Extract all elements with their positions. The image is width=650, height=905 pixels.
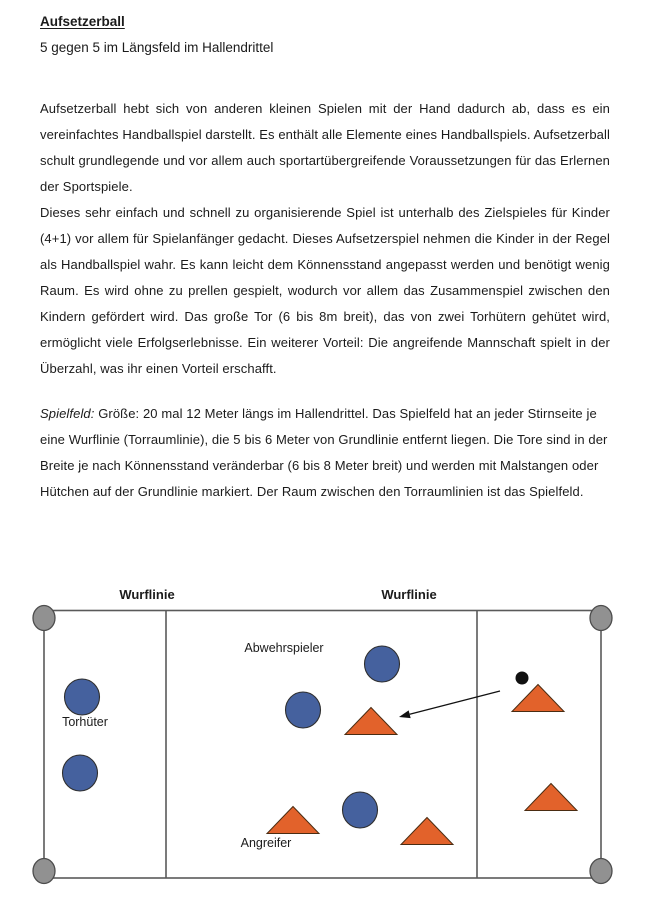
pass-arrow-head: [399, 710, 411, 718]
paragraph-spielfeld: [40, 401, 610, 505]
diagram-label-abwehrspieler: Abwehrspieler: [244, 641, 324, 655]
defender-circle: [365, 646, 400, 682]
corner-marker: [590, 606, 612, 631]
attacker-triangle: [525, 784, 577, 811]
attacker-triangle: [345, 708, 397, 735]
page-title: Aufsetzerball: [40, 14, 125, 29]
corner-marker: [33, 859, 55, 884]
diagram-label-torhueter: Torhüter: [62, 715, 108, 729]
spielfeld-text: Größe: 20 mal 12 Meter längs im Hallendrittel. Das Spielfeld hat an jeder Stirnseite je eine Wurflinie (Torraumlinie), die 5 bis 6 Meter von Grundlinie entfernt liegen. Die Tore sind in der Breite je nach Könnensstand veränderbar (6 bis 8 Meter breit) und werden mit Malstangen oder Hütchen auf der Grundlinie markiert. Der Raum zwischen den Torraumlinien ist das Spielfeld.: [40, 406, 608, 499]
paragraph-intro: Aufsetzerball hebt sich von anderen kleinen Spielen mit der Hand dadurch ab, dass es ein vereinfachtes Handballspiel darstellt. Es enthält alle Elemente eines Handballspiels. Aufsetzerball schult grundlegende und vor allem auch sportartübergreifende Voraussetzungen für das Erlernen der Sportspiele.: [40, 101, 610, 194]
spielfeld-diagram-container: [0, 578, 650, 900]
attacker-triangle: [401, 818, 453, 845]
spielfeld-label: Spielfeld:: [40, 406, 95, 421]
text-block: [40, 9, 610, 505]
diagram-label-wurflinie-left: Wurflinie: [119, 587, 175, 602]
corner-marker: [33, 606, 55, 631]
attacker-triangle: [267, 807, 319, 834]
paragraph-description: Dieses sehr einfach und schnell zu organisierende Spiel ist unterhalb des Zielspieles für Kinder (4+1) vor allem für Spielanfänger gedacht. Dieses Aufsetzerspiel nehmen die Kinder in der Regel als Handballspiel wahr. Es kann leicht dem Könnensstand angepasst werden und benötigt wenig Raum. Es wird ohne zu prellen gespielt, wodurch vor allem das Zusammenspiel zwischen den Kindern gefördert wird. Das große Tor (6 bis 8m breit), das von zwei Torhütern gehütet wird, ermöglicht viele Erfolgserlebnisse. Ein weiterer Vorteil: Die angreifende Mannschaft spielt in der Überzahl, was ihr einen Vorteil erschafft.: [40, 205, 610, 376]
ball-dot: [516, 672, 529, 685]
corner-marker: [590, 859, 612, 884]
spielfeld-diagram: [0, 578, 650, 900]
diagram-label-wurflinie-right: Wurflinie: [381, 587, 437, 602]
diagram-label-angreifer: Angreifer: [240, 836, 292, 850]
defender-circle: [343, 792, 378, 828]
page-subtitle: 5 gegen 5 im Längsfeld im Hallendrittel: [40, 40, 274, 55]
pass-arrow-line: [410, 691, 500, 714]
defender-circle: [63, 755, 98, 791]
attacker-triangle: [512, 685, 564, 712]
defender-circle: [286, 692, 321, 728]
defender-circle: [65, 679, 100, 715]
